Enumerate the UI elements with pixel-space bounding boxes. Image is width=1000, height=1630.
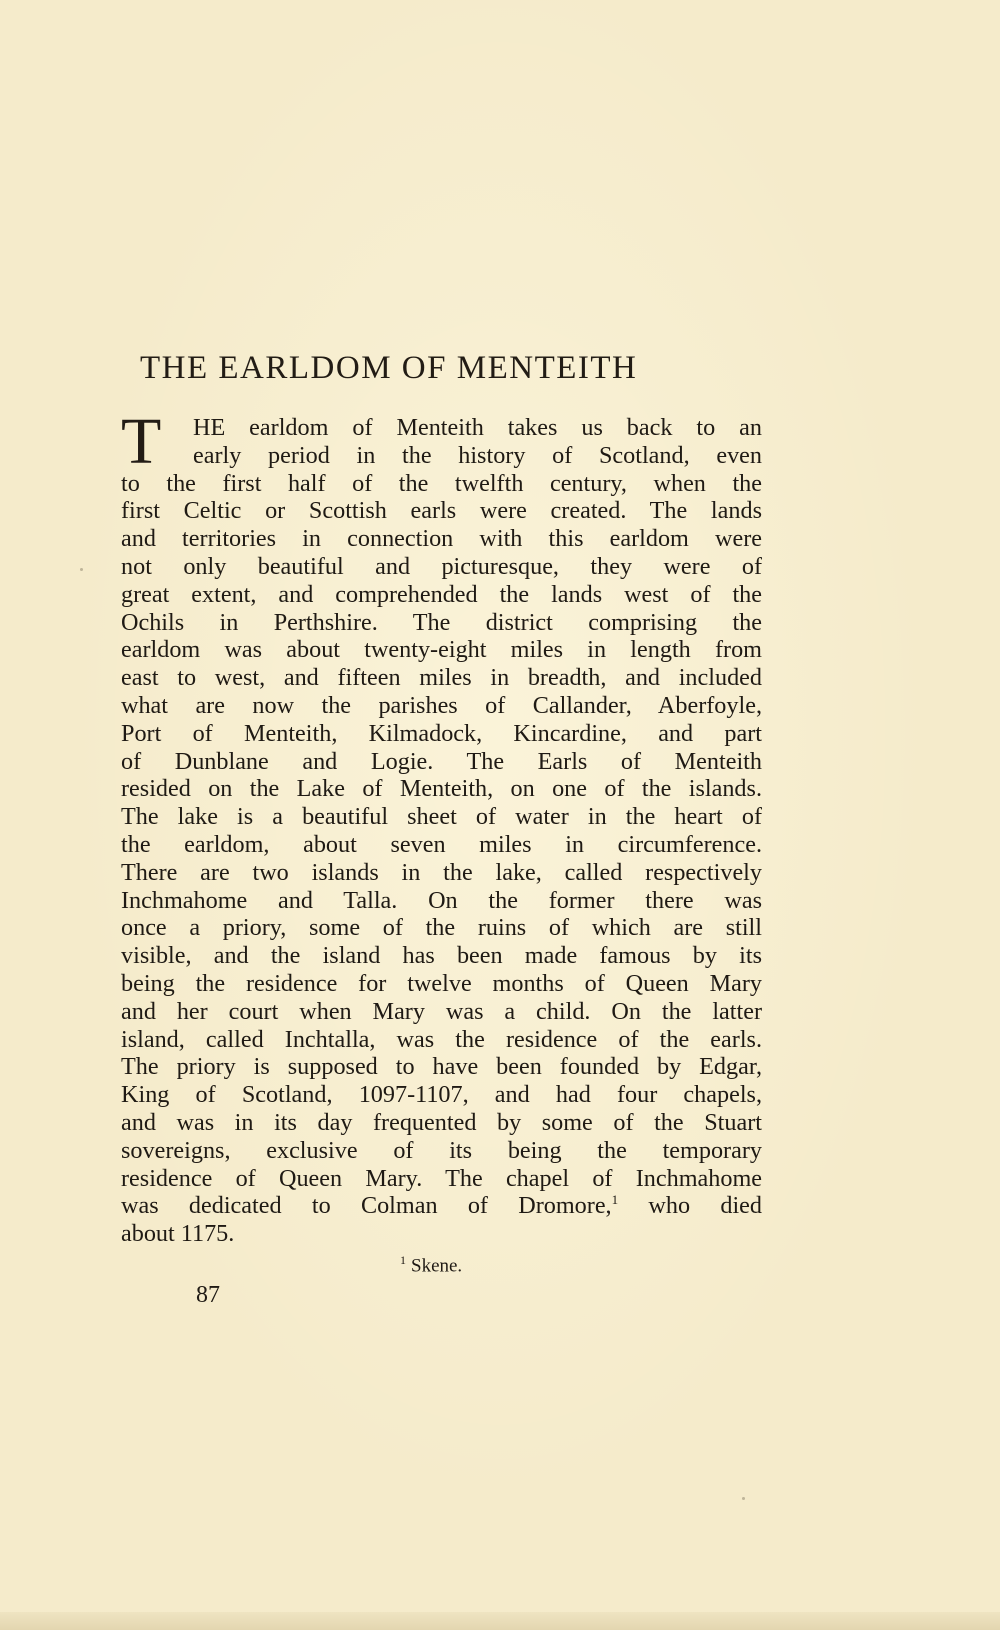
- text-line: earldom was about twenty-eight miles in length from: [121, 636, 762, 664]
- text-line: and territories in connection with this earldom were: [121, 525, 762, 553]
- text-line: Inchmahome and Talla. On the former there was: [121, 886, 762, 914]
- body-paragraph: [121, 405, 762, 1248]
- text-line: and was in its day frequented by some of the Stuart: [121, 1108, 762, 1136]
- text-line: There are two islands in the lake, called respectively: [121, 858, 762, 886]
- text-line: the earldom, about seven miles in circumference.: [121, 830, 762, 858]
- footnote: [400, 1249, 462, 1277]
- text-line: to the first half of the twelfth century, when the: [121, 469, 762, 497]
- footnote-reference[interactable]: 1: [611, 1192, 619, 1208]
- text-line: Ochils in Perthshire. The district comprising the: [121, 608, 762, 636]
- footnote-marker: 1: [400, 1253, 406, 1267]
- text-line: King of Scotland, 1097-1107, and had four chapels,: [121, 1081, 762, 1109]
- footnote-text: Skene.: [411, 1255, 463, 1277]
- text-line: east to west, and fifteen miles in breadth, and included: [121, 664, 762, 692]
- text-line-with-footnote-ref: [121, 1192, 762, 1220]
- chapter-title: THE EARLDOM OF MENTEITH: [140, 350, 638, 386]
- text-line: HE earldom of Menteith takes us back to an: [193, 414, 762, 441]
- page-bottom-edge: [0, 1612, 1000, 1630]
- text-line: of Dunblane and Logie. The Earls of Menteith: [121, 747, 762, 775]
- text-segment: was dedicated to Colman of Dromore,: [121, 1192, 612, 1220]
- text-segment: who died: [648, 1192, 762, 1220]
- page-number: 87: [196, 1282, 220, 1308]
- paper-speck: [80, 568, 83, 571]
- text-line: The lake is a beautiful sheet of water in the heart of: [121, 803, 762, 831]
- text-line: island, called Inchtalla, was the residence of the earls.: [121, 1025, 762, 1053]
- text-line: first Celtic or Scottish earls were created. The lands: [121, 497, 762, 525]
- text-line: and her court when Mary was a child. On the latter: [121, 997, 762, 1025]
- text-line: resided on the Lake of Menteith, on one of the islands.: [121, 775, 762, 803]
- text-line: not only beautiful and picturesque, they were of: [121, 552, 762, 580]
- text-line: about 1175.: [121, 1220, 235, 1248]
- text-line: being the residence for twelve months of Queen Mary: [121, 969, 762, 997]
- text-line: great extent, and comprehended the lands west of the: [121, 580, 762, 608]
- text-line: what are now the parishes of Callander, Aberfoyle,: [121, 691, 762, 719]
- paper-speck: [742, 1497, 745, 1500]
- text-line: The priory is supposed to have been founded by Edgar,: [121, 1053, 762, 1081]
- text-line: once a priory, some of the ruins of which are still: [121, 914, 762, 942]
- text-line: residence of Queen Mary. The chapel of Inchmahome: [121, 1164, 762, 1192]
- text-line: sovereigns, exclusive of its being the temporary: [121, 1136, 762, 1164]
- text-line: Port of Menteith, Kilmadock, Kincardine, and part: [121, 719, 762, 747]
- drop-cap-letter: T: [121, 405, 162, 478]
- text-line: visible, and the island has been made famous by its: [121, 942, 762, 970]
- text-line: early period in the history of Scotland, even: [193, 441, 762, 469]
